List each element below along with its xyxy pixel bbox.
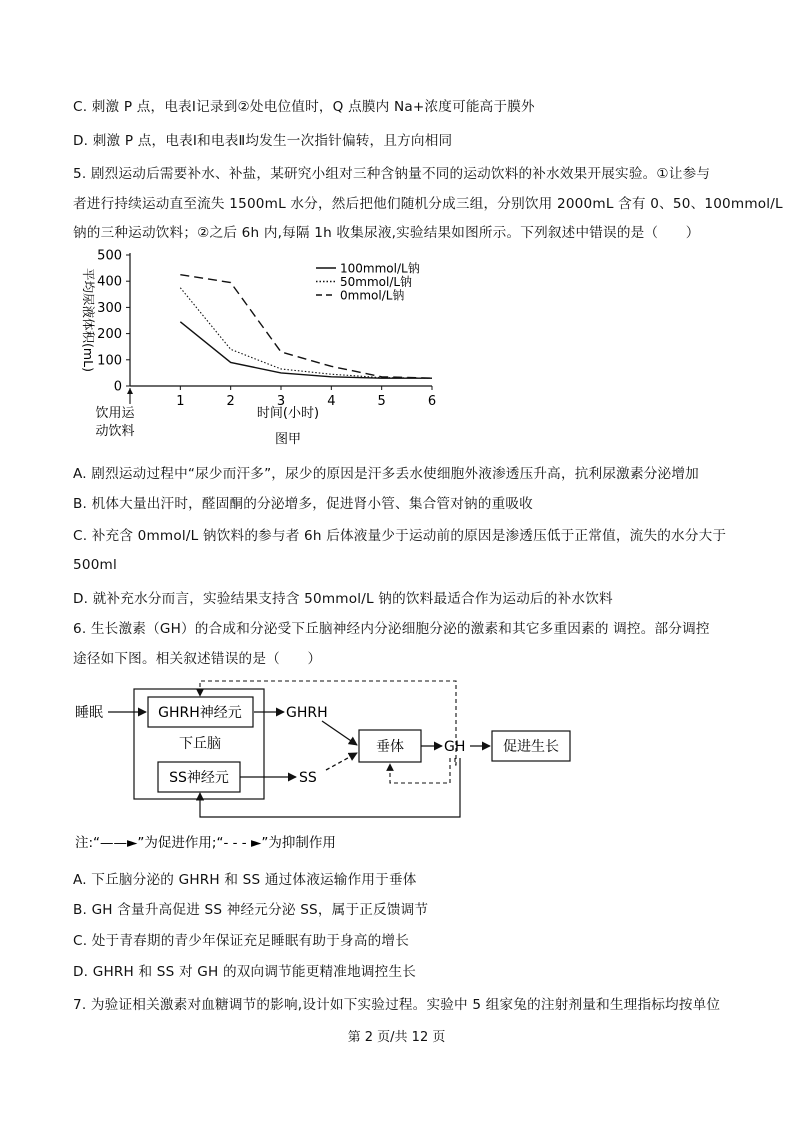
chart-y-ticks bbox=[97, 249, 130, 395]
y-tick-label: 400 bbox=[97, 274, 122, 290]
q5-stem-line3: 钠的三种运动饮料；②之后 6h 内,每隔 1h 收集尿液,实验结果如图所示。下列叙述中错误的是（ ） bbox=[73, 225, 700, 241]
x-tick-label: 2 bbox=[226, 394, 235, 409]
q5-option-a: A. 剧烈运动过程中“尿少而汗多”，尿少的原因是汗多丢水使细胞外液渗透压升高，抗利尿激素分泌增加 bbox=[73, 466, 699, 482]
legend-label: 100mmol/L钠 bbox=[340, 261, 420, 276]
diagram-note: 注:“——►”为促进作用;“- - - ►”为抑制作用 bbox=[75, 835, 336, 851]
q5-option-c-line1: C. 补充含 0mmol/L 钠饮料的参与者 6h 后体液量少于运动前的原因是渗透压低于正常值，流失的水分大于 bbox=[73, 528, 727, 544]
urine-volume-chart bbox=[70, 245, 450, 450]
ss-to-pituitary-arrow bbox=[326, 753, 357, 770]
chart-title: 图甲 bbox=[274, 432, 302, 447]
y-tick-label: 200 bbox=[97, 327, 122, 343]
q5-stem-line1: 5. 剧烈运动后需要补水、补盐，某研究小组对三种含钠量不同的运动饮料的补水效果开展实验。①让参与 bbox=[73, 166, 711, 182]
q6-option-d: D. GHRH 和 SS 对 GH 的双向调节能更精准地调控生长 bbox=[73, 964, 417, 980]
x-tick-label: 5 bbox=[377, 394, 386, 409]
chart-x-origin-label-2: 动饮料 bbox=[95, 424, 135, 439]
q5-option-d: D. 就补充水分而言，实验结果支持含 50mmol/L 钠的饮料最适合作为运动后的补水饮料 bbox=[73, 591, 613, 607]
chart-x-origin-label-1: 饮用运 bbox=[95, 406, 135, 421]
q6-stem-line2: 途径如下图。相关叙述错误的是（ ） bbox=[73, 651, 322, 667]
ghrh-hormone-label: GHRH bbox=[286, 705, 328, 721]
chart-legend bbox=[316, 261, 420, 303]
q4-option-d: D. 刺激 P 点，电表Ⅰ和电表Ⅱ均发生一次指针偏转，且方向相同 bbox=[73, 133, 453, 149]
sleep-label: 睡眠 bbox=[75, 705, 103, 721]
q5-option-c-line2: 500ml bbox=[73, 557, 117, 573]
promote-growth-label: 促进生长 bbox=[503, 739, 559, 755]
x-tick-label: 1 bbox=[176, 394, 185, 409]
gh-promote-ss-loop bbox=[200, 758, 460, 817]
q4-option-c: C. 刺激 P 点，电表Ⅰ记录到②处电位值时，Q 点膜内 Na+浓度可能高于膜外 bbox=[73, 99, 535, 115]
x-tick-label: 6 bbox=[427, 394, 437, 409]
q6-option-c: C. 处于青春期的青少年保证充足睡眠有助于身高的增长 bbox=[73, 933, 409, 949]
y-tick-label: 300 bbox=[97, 300, 122, 316]
legend-label: 0mmol/L钠 bbox=[340, 288, 405, 303]
chart-x-axis-label: 时间(小时) bbox=[256, 406, 320, 421]
q5-stem-line2: 者进行持续运动直至流失 1500mL 水分，然后把他们随机分成三组，分别饮用 2000mL 含有 0、50、100mmol/L bbox=[73, 196, 783, 212]
q6-option-a: A. 下丘脑分泌的 GHRH 和 SS 通过体液运输作用于垂体 bbox=[73, 872, 417, 888]
y-tick-label: 100 bbox=[97, 353, 122, 369]
series-line-0 bbox=[180, 322, 432, 378]
chart-y-axis-label: 平均尿液体积(mL) bbox=[81, 268, 96, 372]
ss-neuron-label: SS神经元 bbox=[169, 770, 229, 786]
x-tick-label: 4 bbox=[327, 394, 336, 409]
x-tick-label: 3 bbox=[276, 394, 286, 409]
legend-label: 50mmol/L钠 bbox=[340, 275, 413, 289]
ss-hormone-label: SS bbox=[299, 770, 317, 786]
ghrh-neuron-label: GHRH神经元 bbox=[158, 705, 242, 721]
q6-stem-line1: 6. 生长激素（GH）的合成和分泌受下丘脑神经内分泌细胞分泌的激素和其它多重因素的 调控。部分调控 bbox=[73, 621, 710, 637]
gh-inhibit-ghrh-loop bbox=[200, 681, 456, 765]
ghrh-to-pituitary-arrow bbox=[322, 721, 357, 745]
hypothalamus-label: 下丘脑 bbox=[179, 736, 221, 752]
gh-regulation-diagram bbox=[70, 665, 590, 855]
y-tick-label: 500 bbox=[97, 248, 122, 264]
q7-stem-line1: 7. 为验证相关激素对血糖调节的影响,设计如下实验过程。实验中 5 组家兔的注射剂量和生理指标均按单位 bbox=[73, 997, 721, 1013]
y-tick-label: 0 bbox=[113, 379, 122, 395]
q5-option-b: B. 机体大量出汗时，醛固酮的分泌增多，促进肾小管、集合管对钠的重吸收 bbox=[73, 496, 533, 512]
origin-marker-arrowhead bbox=[127, 388, 133, 394]
pituitary-label: 垂体 bbox=[376, 739, 404, 755]
gh-label: GH bbox=[444, 739, 466, 755]
q6-option-b: B. GH 含量升高促进 SS 神经元分泌 SS，属于正反馈调节 bbox=[73, 902, 429, 918]
page-footer: 第 2 页/共 12 页 bbox=[347, 1030, 446, 1045]
